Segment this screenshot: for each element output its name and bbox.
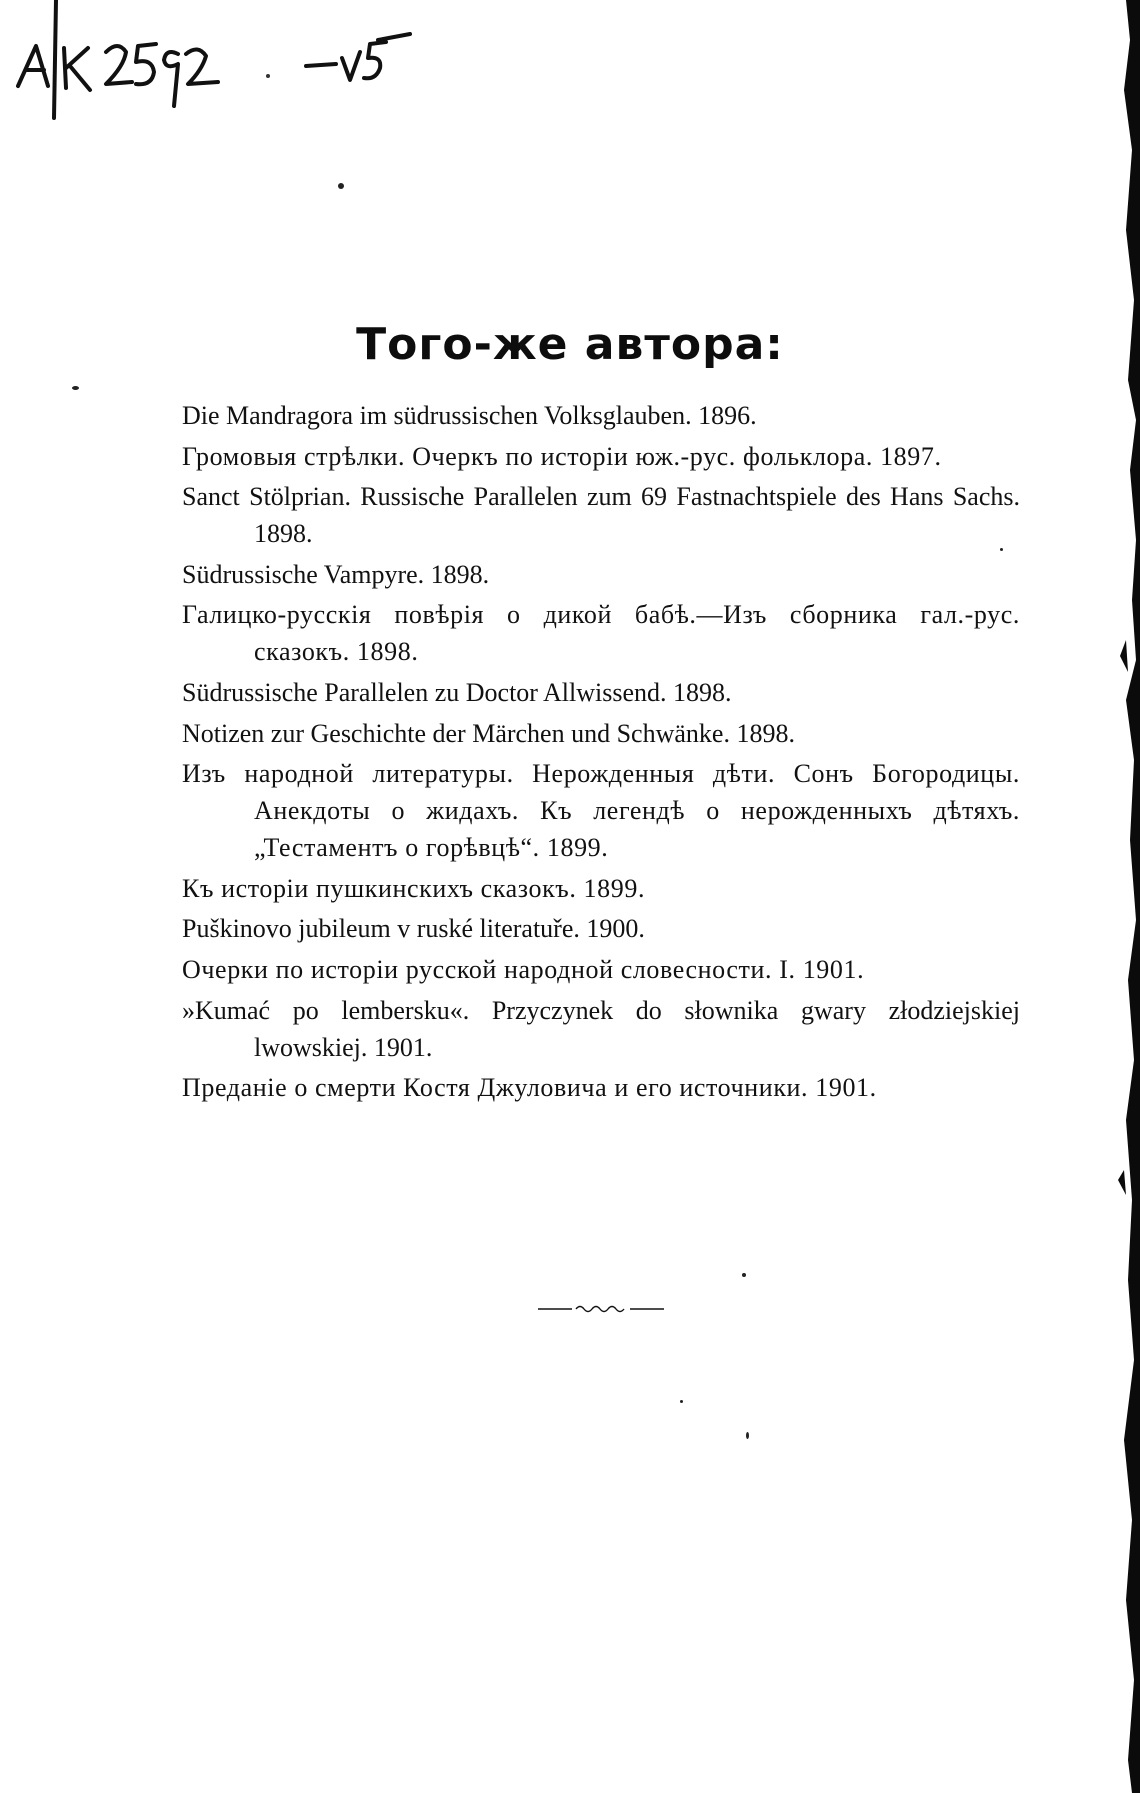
paper-speck xyxy=(338,183,344,189)
bibliography-entry: Südrussische Parallelen zu Doctor Allwissend. 1898. xyxy=(182,677,732,707)
bibliography-entry: Die Mandragora im südrussischen Volksglauben. 1896. xyxy=(182,401,757,430)
bibliography-entry: Громовыя стрѣлки. Очеркъ по исторіи юж.-рус. фольклора. 1897. xyxy=(182,441,942,471)
bibliography-list xyxy=(182,397,1020,1110)
paper-speck xyxy=(1000,548,1003,551)
paper-speck xyxy=(72,386,79,390)
paper-speck xyxy=(742,1273,746,1277)
bibliography-entry: Галицко-русскія повѣрія о дикой бабѣ.—Изъ сборника гал.-рус. сказокъ. 1898. xyxy=(182,600,1020,667)
bibliography-entry: Puškinovo jubileum v ruské literatuře. 1900. xyxy=(182,914,645,944)
bibliography-entry: Очерки по исторіи русской народной словесности. I. 1901. xyxy=(182,954,865,984)
paper-speck xyxy=(680,1400,683,1403)
bibliography-entry: »Kumać po lembersku«. Przyczynek do słownika gwary złodziejskiej lwowskiej. 1901. xyxy=(182,995,1020,1062)
bibliography-entry: Къ исторіи пушкинскихъ сказокъ. 1899. xyxy=(182,873,646,903)
bibliography-entry: Notizen zur Geschichte der Märchen und Schwänke. 1898. xyxy=(182,718,795,748)
page-heading: Того-же автора: xyxy=(356,319,784,370)
ornament-divider xyxy=(538,1302,664,1316)
bibliography-entry: Südrussische Vampyre. 1898. xyxy=(182,559,490,589)
bibliography-entry: Изъ народной литературы. Нерожденныя дѣти. Сонъ Богородицы. Анекдоты о жидахъ. Къ легендѣ о нерожденныхъ дѣтяхъ. „Тестаментъ о горѣвцѣ“. 1899. xyxy=(182,759,1020,863)
paper-speck xyxy=(746,1432,749,1439)
page-edge-shadow xyxy=(1106,0,1140,1793)
bibliography-entry: Sanct Stölprian. Russische Parallelen zum 69 Fastnachtspiele des Hans Sachs. 1898. xyxy=(182,482,1020,549)
bibliography-entry: Преданіе о смерти Костя Джуловича и его источники. 1901. xyxy=(182,1073,877,1103)
handwritten-shelfmark xyxy=(6,0,446,120)
